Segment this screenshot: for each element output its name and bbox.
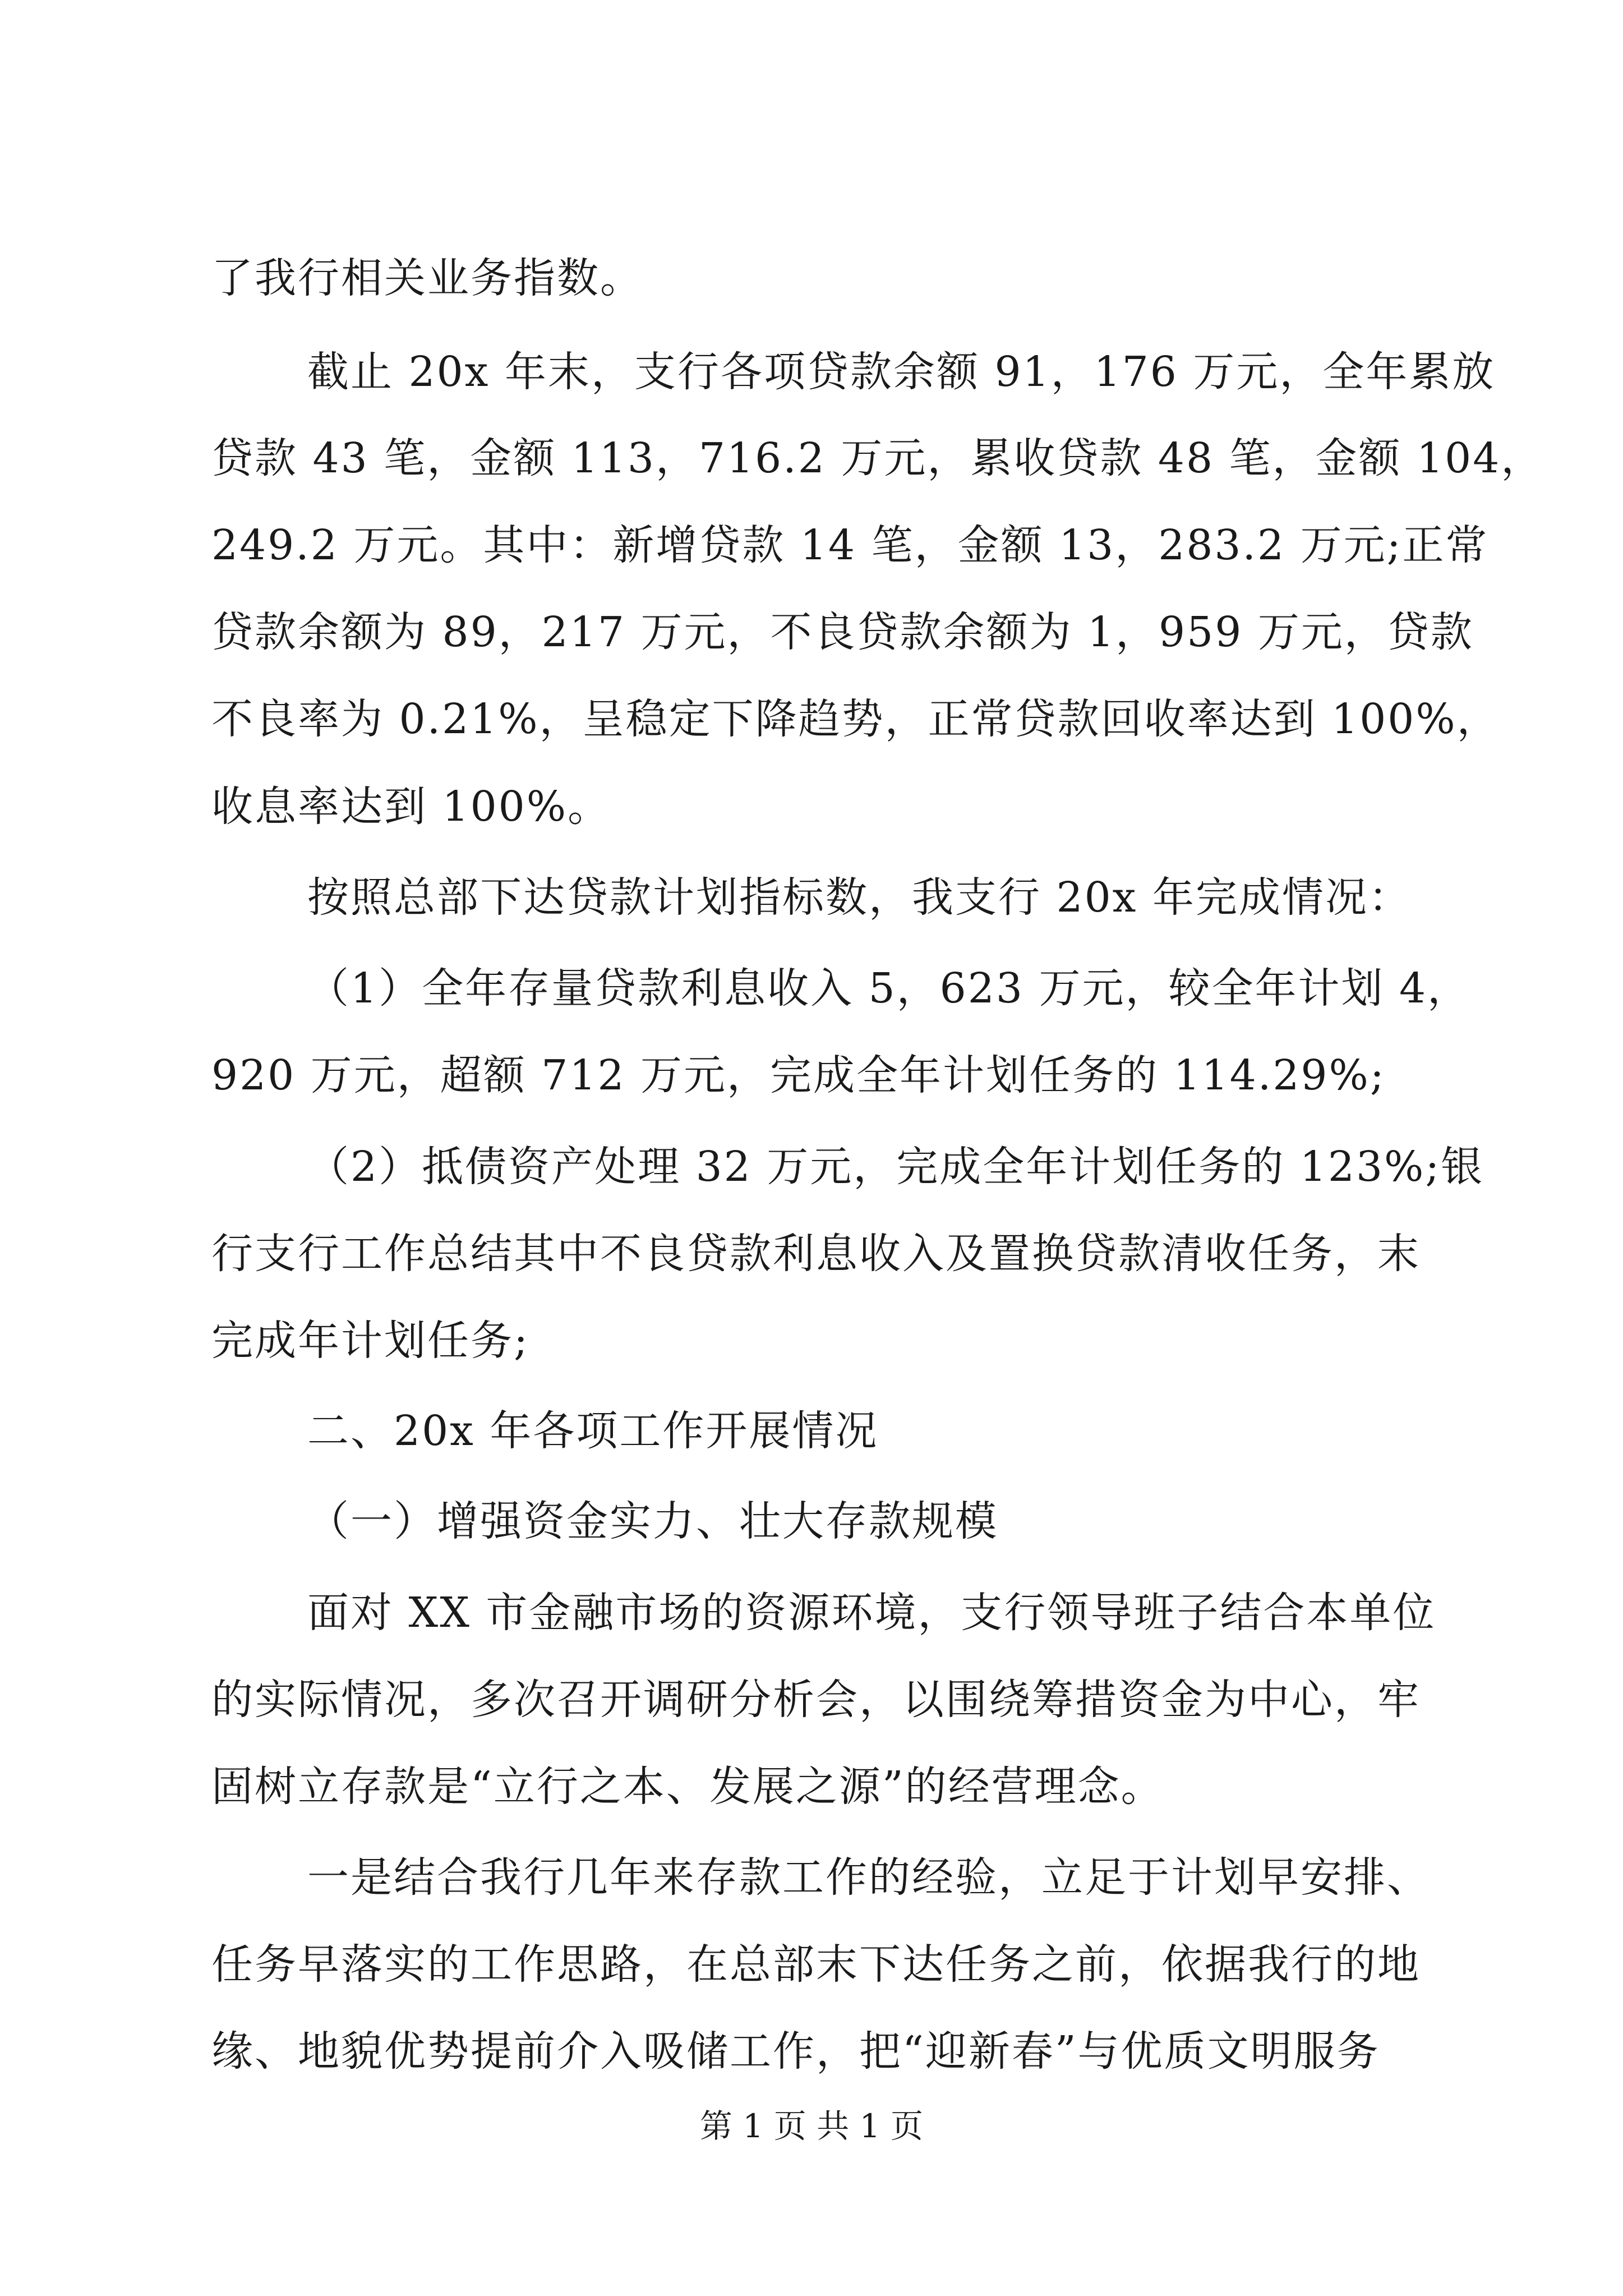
section-heading: 二、20x 年各项工作开展情况 <box>307 1407 879 1455</box>
paragraph-line: 贷款余额为 89，217 万元，不良贷款余额为 1，959 万元，贷款 <box>211 608 1474 656</box>
paragraph-line: 贷款 43 笔，金额 113，716.2 万元，累收贷款 48 笔，金额 104， <box>211 434 1544 482</box>
paragraph-line: 收息率达到 100%。 <box>211 783 611 831</box>
paragraph-line: 固树立存款是“立行之本、发展之源”的经营理念。 <box>211 1763 1164 1811</box>
page-footer: 第 1 页 共 1 页 <box>700 2107 923 2145</box>
paragraph-line: （1）全年存量贷款利息收入 5，623 万元，较全年计划 4， <box>307 964 1471 1013</box>
paragraph-line: 一是结合我行几年来存款工作的经验，立足于计划早安排、 <box>307 1853 1430 1902</box>
subsection-heading: （一）增强资金实力、壮大存款规模 <box>307 1497 998 1545</box>
paragraph-line: 不良率为 0.21%，呈稳定下降趋势，正常贷款回收率达到 100%， <box>211 695 1500 743</box>
paragraph-line: 缘、地貌优势提前介入吸储工作，把“迎新春”与优质文明服务 <box>211 2027 1380 2076</box>
paragraph-line: （2）抵债资产处理 32 万元，完成全年计划任务的 123%;银 <box>307 1143 1484 1191</box>
paragraph-line: 的实际情况，多次召开调研分析会，以围绕筹措资金为中心，牢 <box>211 1676 1421 1724</box>
paragraph-line: 任务早落实的工作思路，在总部末下达任务之前，依据我行的地 <box>211 1940 1421 1989</box>
paragraph-line: 截止 20x 年末，支行各项贷款余额 91，176 万元，全年累放 <box>307 348 1496 396</box>
paragraph-line: 行支行工作总结其中不良贷款利息收入及置换贷款清收任务，末 <box>211 1230 1421 1278</box>
paragraph-line: 了我行相关业务指数。 <box>211 254 643 302</box>
paragraph-line: 249.2 万元。其中：新增贷款 14 笔，金额 13，283.2 万元;正常 <box>211 521 1489 569</box>
paragraph-line: 面对 XX 市金融市场的资源环境，支行领导班子结合本单位 <box>307 1589 1436 1637</box>
paragraph-line: 完成年计划任务; <box>211 1317 529 1365</box>
paragraph-line: 920 万元，超额 712 万元，完成全年计划任务的 114.29%; <box>211 1051 1386 1099</box>
paragraph-line: 按照总部下达贷款计划指标数，我支行 20x 年完成情况： <box>307 873 1412 922</box>
